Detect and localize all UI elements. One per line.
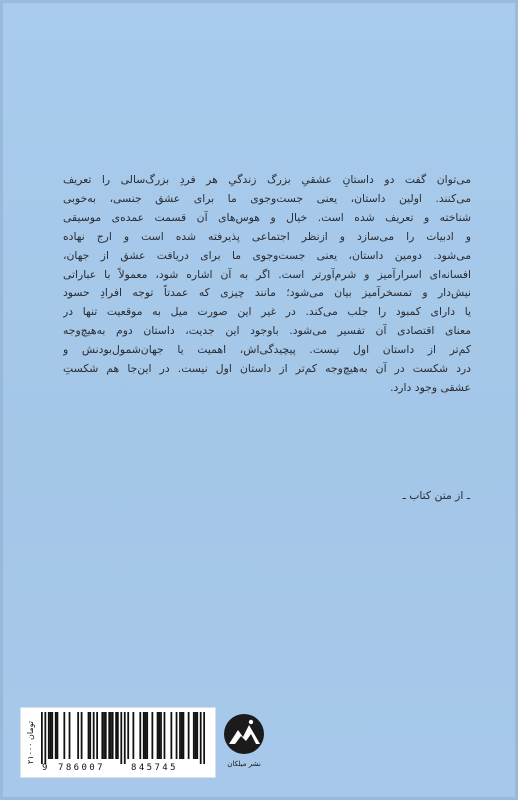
price-label bbox=[23, 709, 38, 775]
barcode-bar bbox=[120, 712, 122, 764]
barcode-bar bbox=[44, 712, 46, 764]
barcode-bar bbox=[48, 712, 50, 759]
barcode-bar bbox=[127, 712, 129, 759]
barcode-bar bbox=[143, 712, 145, 759]
blurb-line: می‌کنند. اولین داستان، یعنی جست‌وجوی ما برای عشق جنسی، به‌خوبی bbox=[63, 191, 471, 205]
barcode-bar bbox=[203, 712, 205, 764]
barcode-bar bbox=[69, 712, 71, 759]
barcode-bar bbox=[164, 712, 166, 759]
barcode-bars bbox=[41, 712, 205, 764]
barcode-bar bbox=[77, 712, 79, 759]
barcode-bar bbox=[41, 712, 43, 764]
barcode-bar bbox=[188, 712, 190, 759]
barcode-bar bbox=[51, 712, 53, 759]
blurb-text bbox=[63, 171, 471, 398]
barcode-bar bbox=[96, 712, 98, 759]
barcode-bar bbox=[112, 712, 114, 759]
isbn-number bbox=[41, 763, 205, 774]
barcode-bar bbox=[81, 712, 83, 759]
blurb-line: معنای اقتصادی آن تفسیر می‌شود. باوجود این جدیت، داستان دوم به‌هیچ‌وجه bbox=[63, 324, 471, 338]
barcode-bar bbox=[55, 712, 57, 759]
barcode-bar bbox=[176, 712, 178, 759]
blurb-line: شناخته و تعریف شده است. خیال و هوس‌های آن قسمت عمده‌ی موسیقی bbox=[63, 210, 471, 224]
barcode-bar bbox=[103, 712, 105, 759]
barcode-bar bbox=[93, 712, 95, 759]
mountain-logo-icon bbox=[223, 710, 265, 758]
blurb-line: عشقی وجود دارد. bbox=[390, 380, 471, 394]
isbn-barcode bbox=[20, 707, 216, 778]
barcode-bar bbox=[101, 712, 103, 759]
barcode-bar bbox=[200, 712, 202, 764]
blurb-line: نیش‌دار و تمسخرآمیز بیان می‌شود؛ مانند چیزی که عمدتاً توجه افرادِ حسود bbox=[63, 286, 471, 300]
publisher-name: نشر میلکان bbox=[227, 760, 261, 768]
barcode-bar bbox=[110, 712, 112, 759]
barcode-bar bbox=[145, 712, 147, 759]
barcode-bar bbox=[170, 712, 172, 759]
isbn-group-left: 786007 bbox=[58, 763, 105, 773]
barcode-bar bbox=[115, 712, 117, 759]
barcode-bar bbox=[157, 712, 159, 759]
blurb-line: و ادبیات را می‌سازد و ازنظر اجتماعی پذیرفته شده است و ارج نهاده bbox=[63, 229, 471, 243]
blurb-line: یا دارای کمبود را جلب می‌کند. در غیر این صورت میل به موقعیت تنها در bbox=[63, 305, 471, 319]
barcode-bar bbox=[105, 712, 107, 759]
barcode-bar bbox=[88, 712, 90, 759]
price-text: ۲۱۰۰۰ تومان bbox=[26, 720, 35, 764]
barcode-bar bbox=[195, 712, 197, 759]
barcode-bar bbox=[89, 712, 91, 759]
blurb-line: درد شکست در آن به‌هیچ‌وجه کم‌تر از داستان اول نیست. در این‌جا هم شکستِ bbox=[63, 362, 471, 376]
barcode-bar bbox=[124, 712, 126, 764]
source-attribution: ـ از متن کتاب ـ bbox=[402, 489, 470, 502]
blurb-line: افسانه‌ای اسرارآمیز و شرم‌آورتر است. اگر به آن اشاره شود، معمولاً با عباراتی bbox=[63, 267, 471, 281]
publisher-logo bbox=[223, 710, 265, 772]
barcode-bar bbox=[158, 712, 160, 759]
barcode-bar bbox=[183, 712, 185, 759]
barcode-bar bbox=[117, 712, 119, 759]
barcode-bar bbox=[139, 712, 141, 759]
barcode-bar bbox=[181, 712, 183, 759]
blurb-line: می‌شود. دومین داستان، یعنی جست‌وجوی ما برای دریافت عشق از جهان، bbox=[63, 248, 471, 262]
isbn-group-right: 845745 bbox=[131, 763, 178, 773]
barcode-bar bbox=[108, 712, 110, 759]
barcode-bar bbox=[57, 712, 59, 759]
barcode-bar bbox=[179, 712, 181, 759]
barcode-bar bbox=[196, 712, 198, 759]
barcode-bar bbox=[151, 712, 153, 759]
blurb-line: کم‌تر از داستان اول نیست. پیچیدگی‌اش، اهمیت یا جهان‌شمول‌بودنش و bbox=[63, 343, 471, 357]
barcode-bar bbox=[146, 712, 148, 759]
barcode-bar bbox=[50, 712, 52, 759]
barcode-bar bbox=[132, 712, 134, 759]
barcode-bar bbox=[160, 712, 162, 759]
barcode-bar bbox=[63, 712, 65, 759]
isbn-lead-digit: 9 bbox=[42, 763, 48, 773]
barcode-bar bbox=[193, 712, 195, 759]
blurb-line: می‌توان گفت دو داستانِ عشقیِ بزرگ زندگیِ هر فردِ بزرگ‌سالی را تعریف bbox=[63, 173, 471, 186]
